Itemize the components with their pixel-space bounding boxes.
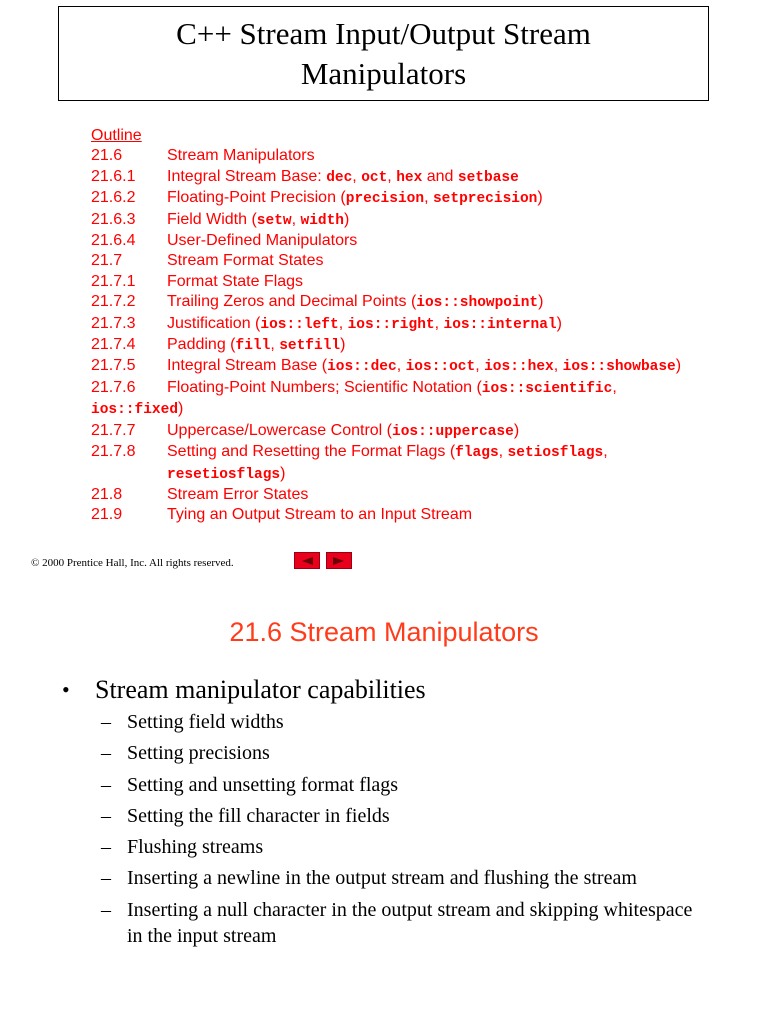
- outline-code-term: ios::left: [260, 316, 339, 333]
- outline-item-title: [167, 167, 711, 188]
- outline-item-title: [167, 292, 711, 313]
- outline-text-part: Trailing Zeros and Decimal Points (: [167, 293, 417, 311]
- outline-item[interactable]: [91, 335, 711, 356]
- outline-item-title: [167, 335, 711, 356]
- dash-bullet-icon: –: [101, 773, 111, 796]
- outline-item[interactable]: [91, 188, 711, 209]
- outline-item-title: [167, 485, 711, 505]
- outline-code-term: ios::right: [347, 316, 435, 333]
- outline-item-title: [167, 442, 711, 485]
- outline-item-title: [167, 272, 711, 292]
- outline-text-part: Stream Manipulators: [167, 147, 315, 165]
- outline-text-part: ,: [270, 336, 280, 354]
- outline-text-part: Integral Stream Base (: [167, 357, 328, 375]
- sub-bullet-item: [101, 865, 701, 891]
- dash-bullet-icon: –: [101, 867, 111, 890]
- outline-item-title: [167, 210, 711, 231]
- outline-text-part: ,: [434, 314, 444, 332]
- outline-text-part: ,: [424, 189, 433, 207]
- outline-code-term: flags: [455, 445, 499, 462]
- outline-item-number: 21.7.3: [91, 314, 136, 332]
- outline-code-term: precision: [345, 191, 425, 208]
- outline-item-number: 21.8: [91, 485, 123, 503]
- outline-item-number: 21.7.2: [91, 293, 136, 311]
- sub-bullet-item: [101, 897, 701, 949]
- outline-item-title: [167, 357, 681, 374]
- copyright-notice: © 2000 Prentice Hall, Inc. All rights reserved.: [31, 557, 234, 569]
- sub-bullet-text: Setting precisions: [127, 742, 270, 765]
- outline-text-part: ,: [387, 167, 397, 185]
- outline-item-number: 21.7: [91, 252, 123, 270]
- outline-item[interactable]: [91, 378, 711, 421]
- sub-bullet-text: Setting and unsetting format flags: [127, 773, 399, 796]
- outline-item-number: 21.6.2: [91, 189, 136, 207]
- outline-text-part: ,: [338, 314, 348, 332]
- outline-item[interactable]: [91, 421, 711, 442]
- triangle-right-icon: [332, 556, 346, 566]
- outline-text-part: Stream Format States: [167, 252, 324, 270]
- outline-item[interactable]: [91, 146, 711, 166]
- outline-item-title: [167, 146, 711, 166]
- main-bullet: [62, 672, 426, 708]
- outline-text-part: ,: [603, 443, 608, 461]
- outline-text-part: Field Width (: [167, 210, 257, 228]
- outline-item[interactable]: [91, 210, 711, 231]
- outline: [91, 126, 711, 526]
- outline-code-term: setw: [256, 212, 292, 229]
- outline-item-number: 21.7.4: [91, 336, 136, 354]
- outline-code-term: ios::showpoint: [416, 295, 539, 312]
- outline-code-term: ios::hex: [484, 359, 554, 376]
- outline-text-part: Setting and Resetting the Format Flags (: [167, 443, 456, 461]
- dash-bullet-icon: –: [101, 836, 111, 859]
- outline-item-title: [167, 505, 711, 525]
- outline-text-part: ): [344, 210, 350, 228]
- outline-text-part: Justification (: [167, 314, 261, 332]
- section-title: 21.6 Stream Manipulators: [229, 617, 539, 647]
- outline-item[interactable]: [91, 272, 711, 292]
- outline-item[interactable]: [91, 442, 711, 485]
- outline-text-part: ): [675, 357, 682, 375]
- outline-text-part: ,: [475, 357, 485, 375]
- outline-code-term: hex: [396, 169, 423, 186]
- outline-text-part: User-Defined Manipulators: [167, 232, 358, 250]
- outline-text-part: ): [280, 464, 286, 482]
- outline-heading[interactable]: Outline: [91, 127, 142, 144]
- outline-item-title: [91, 379, 617, 417]
- slide-title-box: [58, 6, 709, 101]
- outline-item[interactable]: [91, 251, 711, 271]
- dash-bullet-icon: –: [101, 804, 111, 827]
- outline-code-term: resetiosflags: [167, 466, 281, 483]
- outline-code-term: ios::oct: [405, 359, 476, 376]
- outline-item-number: 21.6.3: [91, 210, 136, 228]
- outline-text-part: ,: [612, 378, 617, 396]
- outline-text-part: ,: [291, 210, 301, 228]
- outline-item-title: [167, 314, 711, 335]
- outline-item-number: 21.6.1: [91, 167, 136, 185]
- outline-code-term: setiosflags: [507, 445, 604, 462]
- sub-bullet-text: Inserting a null character in the output stream and skipping whitespace in the input stream: [127, 898, 693, 947]
- outline-code-term: ios::fixed: [91, 402, 179, 419]
- sub-bullet-list: [101, 709, 701, 954]
- outline-item[interactable]: [91, 356, 711, 377]
- sub-bullet-item: [101, 740, 701, 766]
- outline-item-number: 21.7.6: [91, 378, 136, 396]
- outline-item[interactable]: [91, 314, 711, 335]
- previous-slide-button[interactable]: [294, 552, 320, 569]
- outline-text-part: Padding (: [167, 336, 236, 354]
- outline-item-title: [167, 188, 711, 209]
- outline-text-part: ,: [553, 357, 563, 375]
- outline-code-term: fill: [235, 338, 271, 355]
- outline-item-title: [167, 251, 711, 271]
- outline-text-part: ): [340, 336, 346, 354]
- sub-bullet-item: [101, 834, 701, 860]
- outline-text-part: Integral Stream Base:: [167, 167, 327, 185]
- outline-item-number: 21.9: [91, 506, 123, 524]
- outline-text-part: Uppercase/Lowercase Control (: [167, 421, 392, 439]
- outline-item[interactable]: [91, 485, 711, 505]
- slide-title: C++ Stream Input/Output Stream Manipulators: [176, 15, 591, 91]
- outline-text-part: Format State Flags: [167, 272, 304, 290]
- bullet-icon: •: [62, 677, 70, 702]
- outline-item-title: [167, 231, 711, 251]
- outline-item[interactable]: [91, 231, 711, 251]
- sub-bullet-text: Setting field widths: [127, 711, 284, 733]
- outline-text-part: ): [513, 421, 520, 439]
- outline-code-term: ios::showbase: [562, 359, 676, 376]
- outline-code-term: ios::internal: [443, 316, 557, 333]
- sub-bullet-text: Flushing streams: [127, 836, 264, 859]
- sub-bullet-text: Inserting a newline in the output stream and flushing the stream: [127, 867, 637, 890]
- outline-code-term: dec: [326, 169, 353, 186]
- outline-text-part: ): [178, 400, 184, 418]
- outline-list: [91, 146, 711, 525]
- outline-text-part: and: [422, 167, 458, 185]
- outline-text-part: Stream Error States: [167, 485, 309, 503]
- dash-bullet-icon: –: [101, 898, 111, 921]
- outline-item-title: [167, 421, 711, 442]
- outline-text-part: ,: [396, 357, 406, 375]
- outline-item-number: 21.6.4: [91, 232, 136, 250]
- sub-bullet-item: [101, 803, 701, 829]
- outline-code-term: ios::scientific: [481, 380, 613, 397]
- outline-item-number: 21.7.5: [91, 357, 136, 375]
- outline-item[interactable]: [91, 505, 711, 525]
- outline-code-term: ios::uppercase: [392, 423, 514, 440]
- outline-text-part: Floating-Point Precision (: [167, 189, 346, 207]
- outline-item[interactable]: [91, 167, 711, 188]
- sub-bullet-item: [101, 709, 701, 735]
- triangle-left-icon: [300, 556, 314, 566]
- outline-item-number: 21.7.8: [91, 443, 136, 461]
- outline-code-term: setfill: [279, 338, 341, 355]
- outline-item-number: 21.6: [91, 147, 123, 165]
- outline-text-part: ): [537, 189, 543, 207]
- outline-text-part: Tying an Output Stream to an Input Stream: [167, 506, 473, 524]
- next-slide-button[interactable]: [326, 552, 352, 569]
- sub-bullet-text: Setting the fill character in fields: [127, 804, 390, 827]
- outline-item-number: 21.7.1: [91, 272, 136, 290]
- outline-code-term: oct: [361, 169, 388, 186]
- outline-text-part: ): [556, 314, 562, 332]
- outline-text-part: ,: [352, 167, 362, 185]
- outline-item[interactable]: [91, 292, 711, 313]
- outline-text-part: Floating-Point Numbers; Scientific Notation (: [167, 378, 482, 396]
- main-bullet-text: Stream manipulator capabilities: [95, 675, 426, 704]
- outline-code-term: ios::dec: [327, 359, 397, 376]
- sub-bullet-item: [101, 772, 701, 798]
- dash-bullet-icon: –: [101, 742, 111, 765]
- outline-code-term: width: [300, 212, 345, 229]
- dash-bullet-icon: –: [101, 711, 111, 733]
- outline-item-number: 21.7.7: [91, 421, 136, 439]
- outline-code-term: setbase: [457, 169, 519, 186]
- outline-code-term: setprecision: [432, 191, 538, 208]
- outline-text-part: ): [538, 293, 544, 311]
- outline-text-part: ,: [498, 443, 508, 461]
